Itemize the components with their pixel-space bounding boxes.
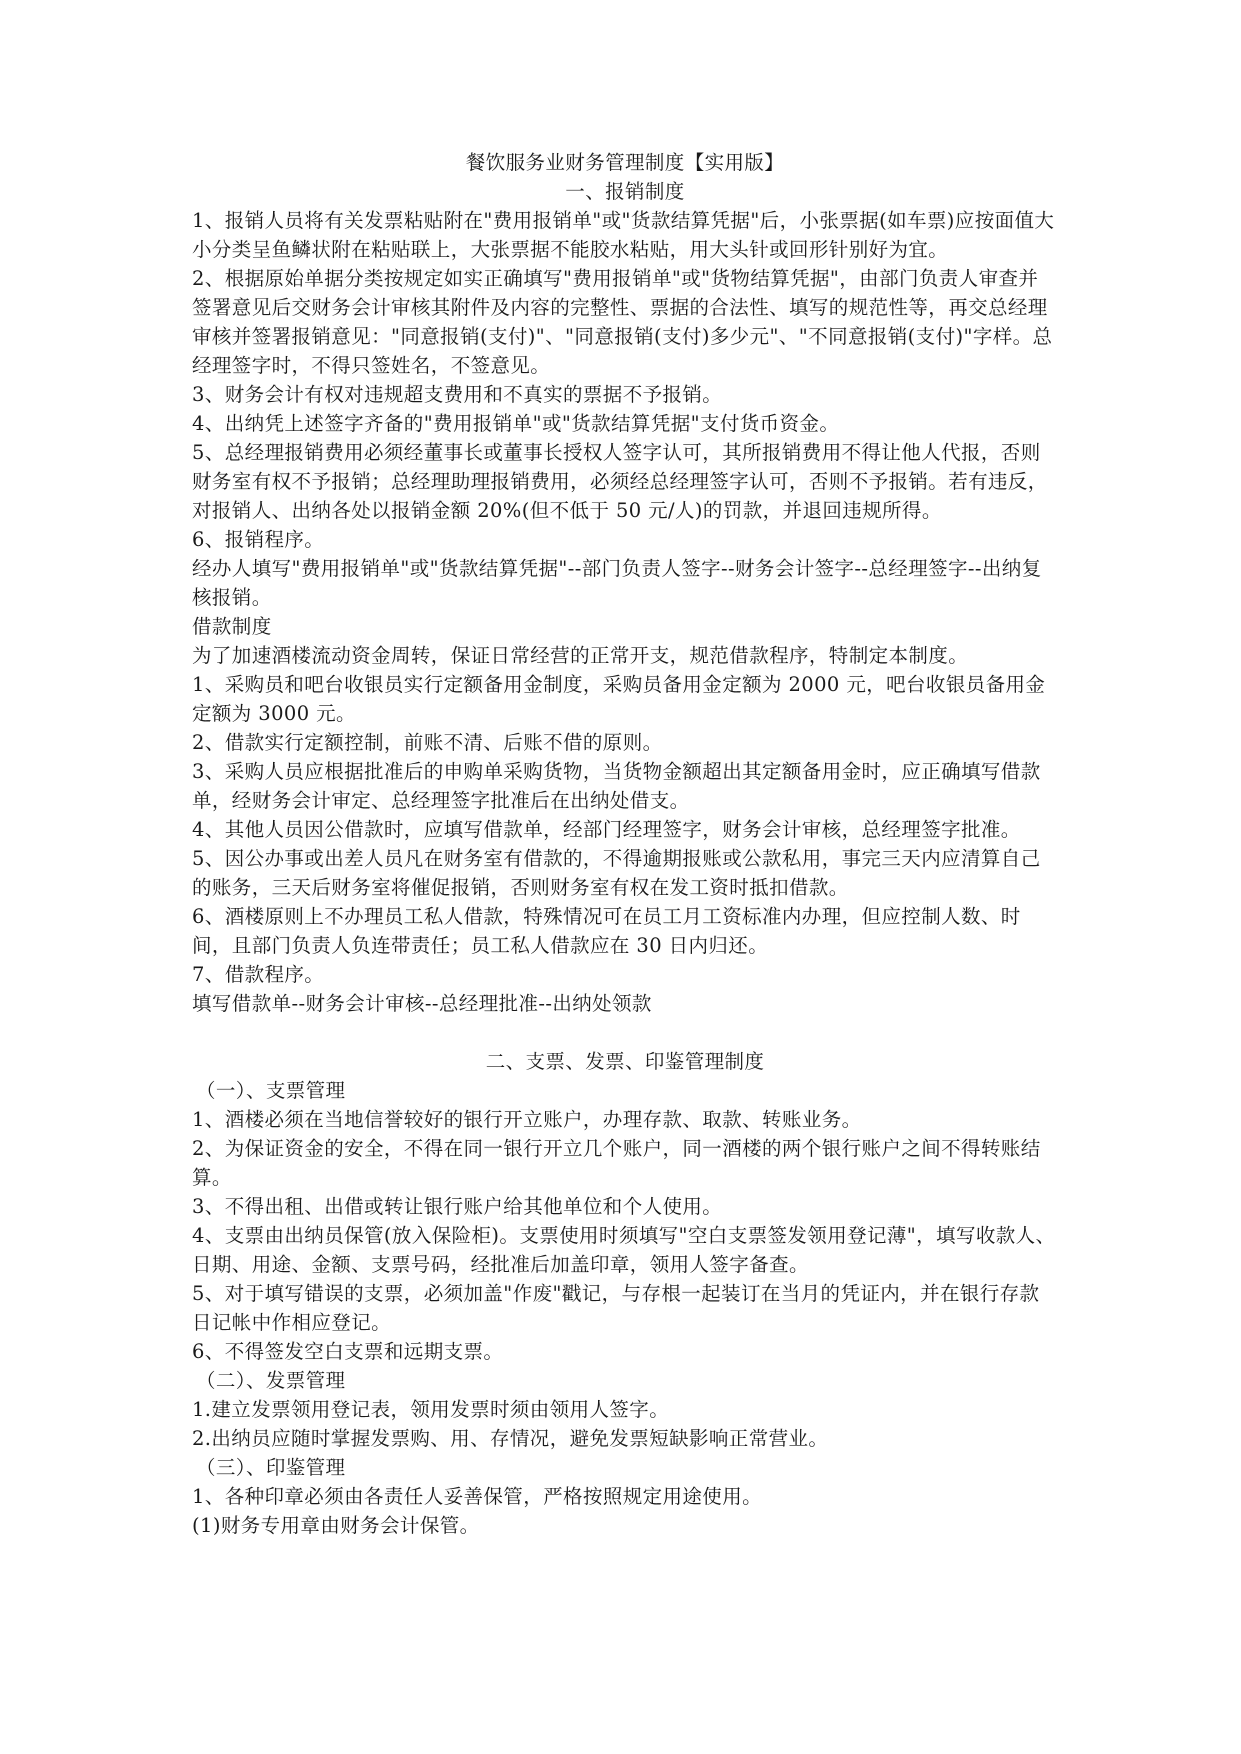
paragraph: 7、借款程序。 [192,963,325,986]
paragraph: 5、对于填写错误的支票，必须加盖"作废"戳记，与存根一起装订在当月的凭证内，并在银行存款日记帐中作相应登记。 [192,1282,1040,1334]
paragraph: 6、报销程序。 [192,528,325,551]
paragraph: 6、酒楼原则上不办理员工私人借款，特殊情况可在员工月工资标准内办理，但应控制人数、时间，且部门负责人负连带责任；员工私人借款应在 30 日内归还。 [192,905,1021,957]
subsection-heading-invoice: （二）、发票管理 [196,1369,346,1392]
paragraph: 2、借款实行定额控制，前账不清、后账不借的原则。 [192,731,663,754]
spacer [192,1018,1058,1047]
paragraph: 3、采购人员应根据批准后的申购单采购货物，当货物金额超出其定额备用金时，应正确填写借款单，经财务会计审定、总经理签字批准后在出纳处借支。 [192,760,1041,812]
paragraph: 经办人填写"费用报销单"或"货款结算凭据"--部门负责人签字--财务会计签字--总经理签字--出纳复核报销。 [192,557,1042,609]
paragraph: 2、根据原始单据分类按规定如实正确填写"费用报销单"或"货物结算凭据"，由部门负责人审查并签署意见后交财务会计审核其附件及内容的完整性、票据的合法性、填写的规范性等，再交总经理审核并签署报销意见："同意报销(支付)"、"同意报销(支付)多少元"、"不同意报销(支付)"字样。总经理签字时，不得只签姓名，不签意见。 [192,267,1053,377]
paragraph: 1、报销人员将有关发票粘贴附在"费用报销单"或"货款结算凭据"后，小张票据(如车票)应按面值大小分类呈鱼鳞状附在粘贴联上，大张票据不能胶水粘贴，用大头针或回形针别好为宜。 [192,209,1055,261]
paragraph: 3、财务会计有权对违规超支费用和不真实的票据不予报销。 [192,383,723,406]
paragraph: 4、支票由出纳员保管(放入保险柜)。支票使用时须填写"空白支票签发领用登记薄"，填写收款人、日期、用途、金额、支票号码，经批准后加盖印章，领用人签字备查。 [192,1224,1056,1276]
paragraph: 1.建立发票领用登记表，领用发票时须由领用人签字。 [192,1398,670,1421]
paragraph: 5、因公办事或出差人员凡在财务室有借款的，不得逾期报账或公款私用，事完三天内应清算自己的账务，三天后财务室将催促报销，否则财务室有权在发工资时抵扣借款。 [192,847,1041,899]
paragraph: 为了加速酒楼流动资金周转，保证日常经营的正常开支，规范借款程序，特制定本制度。 [192,644,969,667]
subsection-heading-loan: 借款制度 [192,615,272,638]
paragraph: 1、各种印章必须由各责任人妥善保管，严格按照规定用途使用。 [192,1485,763,1508]
paragraph: 5、总经理报销费用必须经董事长或董事长授权人签字认可，其所报销费用不得让他人代报，否则财务室有权不予报销；总经理助理报销费用，必须经总经理签字认可，否则不予报销。若有违反，对报销人、出纳各处以报销金额 20%(但不低于 50 元/人)的罚款，并退回违规所得。 [192,441,1048,522]
paragraph: 2.出纳员应随时掌握发票购、用、存情况，避免发票短缺影响正常营业。 [192,1427,829,1450]
subsection-heading-seal: （三）、印鉴管理 [196,1456,346,1479]
paragraph: 1、采购员和吧台收银员实行定额备用金制度，采购员备用金定额为 2000 元，吧台收银员备用金定额为 3000 元。 [192,673,1046,725]
document-title: 餐饮服务业财务管理制度【实用版】 [465,151,785,174]
section-heading-reimbursement: 一、报销制度 [565,180,685,203]
paragraph: 填写借款单--财务会计审核--总经理批准--出纳处领款 [192,992,652,1015]
paragraph: 4、出纳凭上述签字齐备的"费用报销单"或"货款结算凭据"支付货币资金。 [192,412,840,435]
paragraph: 1、酒楼必须在当地信誉较好的银行开立账户，办理存款、取款、转账业务。 [192,1108,862,1131]
section-heading-cheque-invoice-seal: 二、支票、发票、印鉴管理制度 [485,1050,765,1073]
document-page [192,148,1058,1540]
paragraph: 6、不得签发空白支票和远期支票。 [192,1340,504,1363]
paragraph: 2、为保证资金的安全，不得在同一银行开立几个账户，同一酒楼的两个银行账户之间不得转账结算。 [192,1137,1041,1189]
subsection-heading-cheque: （一）、支票管理 [196,1079,346,1102]
paragraph: 4、其他人员因公借款时，应填写借款单，经部门经理签字，财务会计审核，总经理签字批准。 [192,818,1021,841]
paragraph: (1)财务专用章由财务会计保管。 [192,1514,480,1537]
paragraph: 3、不得出租、出借或转让银行账户给其他单位和个人使用。 [192,1195,723,1218]
